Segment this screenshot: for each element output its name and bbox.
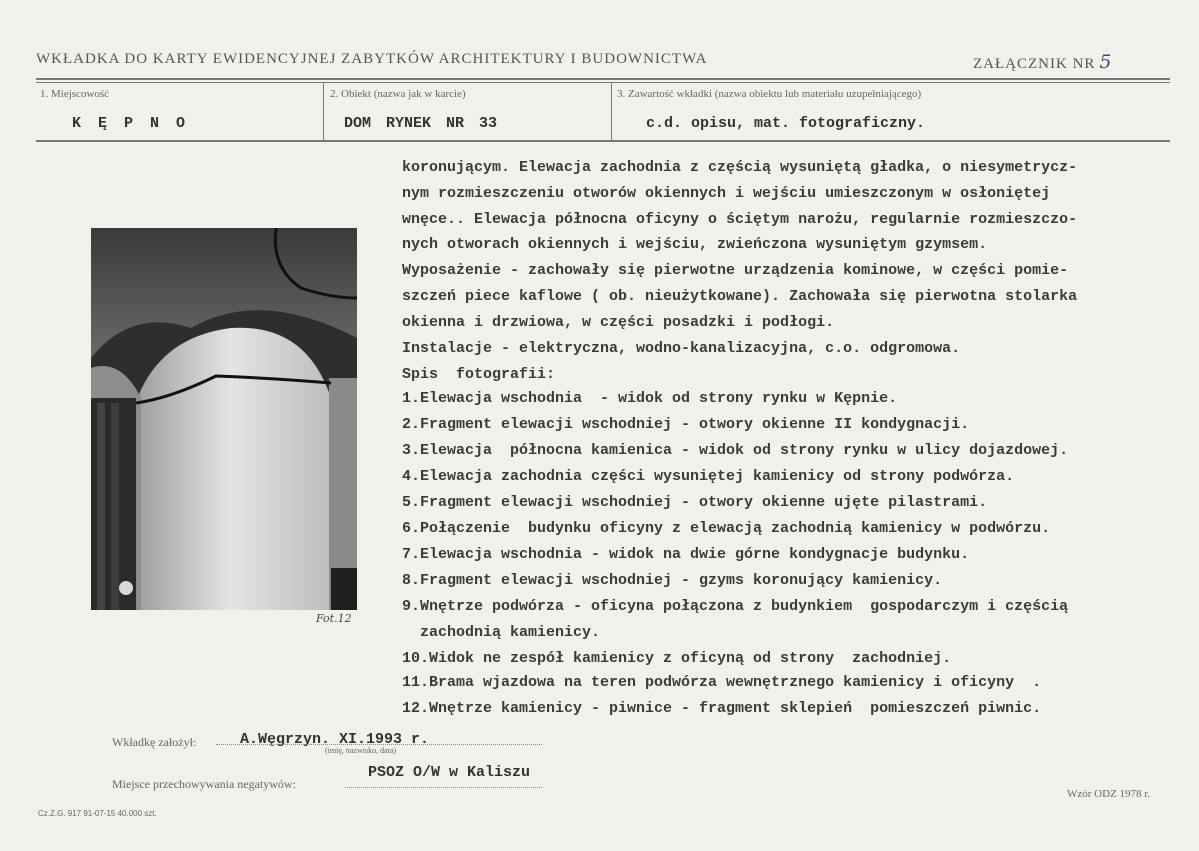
form-template-label: Wzór ODZ 1978 r. (1067, 788, 1151, 800)
location-label: 1. Miejscowość (40, 88, 110, 100)
photo-list-item: zachodnią kamienicy. (402, 624, 601, 641)
photo-caption: Fot.12 (316, 612, 352, 625)
body-line: koronującym. Elewacja zachodnia z częścią wysuniętą gładka, o niesymetrycz- (402, 159, 1078, 176)
cellar-photo (91, 228, 357, 610)
compiled-label: Wkładkę założył: (112, 735, 197, 749)
photo-list-item: 12.Wnętrze kamienicy - piwnice - fragment sklepień pomieszczeń piwnic. (402, 700, 1042, 717)
photo-list-item: 3.Elewacja północna kamienica - widok od strony rynku w ulicy dojazdowej. (402, 442, 1069, 459)
photo-list-item: 9.Wnętrze podwórza - oficyna połączona z budynkiem gospodarczym i częścią (402, 598, 1069, 615)
body-line: nych otworach okiennych i wejściu, zwieńczona wysuniętym gzymsem. (402, 236, 988, 253)
form-title: WKŁADKA DO KARTY EWIDENCYJNEJ ZABYTKÓW ARCHITEKTURY I BUDOWNICTWA (36, 51, 708, 67)
body-line: okienna i drzwiowa, w części posadzki i podłogi. (402, 314, 835, 331)
photo-list-item: 1.Elewacja wschodnia - widok od strony rynku w Kępnie. (402, 390, 898, 407)
photo-list-heading: Spis fotografii: (402, 366, 556, 383)
photo-list-item: 7.Elewacja wschodnia - widok na dwie górne kondygnacje budynku. (402, 546, 970, 563)
location-value: K Ę P N O (72, 115, 190, 132)
photo-list-item: 11.Brama wjazdowa na teren podwórza wewnętrznego kamienicy i oficyny . (402, 674, 1042, 691)
header-rule-top (36, 78, 1170, 80)
annex-label (973, 51, 1113, 73)
photo-list-item: 8.Fragment elewacji wschodniej - gzyms koronujący kamienicy. (402, 572, 943, 589)
photo-list-item: 4.Elewacja zachodnia części wysuniętej kamienicy od strony podwórza. (402, 468, 1015, 485)
body-line: wnęce.. Elewacja północna oficyny o ściętym narożu, regularnie rozmieszczo- (402, 211, 1078, 228)
annex-number: 5 (1099, 51, 1113, 73)
object-label: 2. Obiekt (nazwa jak w karcie) (330, 88, 466, 100)
body-line: szczeń piece kaflowe ( ob. nieużytkowane). Zachowała się pierwotna stolarka (402, 288, 1078, 305)
compiled-dotted-line (216, 744, 542, 745)
object-value: DOM RYNEK NR 33 (344, 115, 498, 132)
body-line: Wyposażenie - zachowały się pierwotne urządzenia kominowe, w części pomie- (402, 262, 1069, 279)
print-info: Cz.Z.G. 917 91-07-15 40.000 szt. (38, 809, 157, 818)
photo-list-item: 5.Fragment elewacji wschodniej - otwory okienne ujęte pilastrami. (402, 494, 988, 511)
field-divider-2 (611, 83, 612, 140)
photo-list-item: 6.Połączenie budynku oficyny z elewacją zachodnią kamienicy w podwórzu. (402, 520, 1051, 537)
content-label: 3. Zawartość wkładki (nazwa obiektu lub materiału uzupełniającego) (617, 88, 922, 100)
compiled-hint: (imię, nazwisko, data) (325, 746, 397, 755)
storage-value: PSOZ O/W w Kaliszu (368, 764, 531, 781)
compiled-value: A.Węgrzyn. XI.1993 r. (240, 731, 430, 748)
content-value: c.d. opisu, mat. fotograficzny. (646, 115, 926, 132)
fields-rule (36, 140, 1170, 142)
storage-label: Miejsce przechowywania negatywów: (112, 777, 296, 791)
header-rule-bottom (36, 82, 1170, 83)
photo-list-item: 10.Widok ne zespół kamienicy z oficyną od strony zachodniej. (402, 650, 952, 667)
body-line: Instalacje - elektryczna, wodno-kanalizacyjna, c.o. odgromowa. (402, 340, 961, 357)
photo-list-item: 2.Fragment elewacji wschodniej - otwory okienne II kondygnacji. (402, 416, 970, 433)
cellar-photo-image (91, 228, 357, 610)
field-divider-1 (323, 83, 324, 140)
body-line: nym rozmieszczeniu otworów okiennych i wejściu umieszczonym w osłoniętej (402, 185, 1051, 202)
annex-label-text: ZAŁĄCZNIK NR (973, 56, 1096, 72)
storage-dotted-line (345, 787, 542, 788)
